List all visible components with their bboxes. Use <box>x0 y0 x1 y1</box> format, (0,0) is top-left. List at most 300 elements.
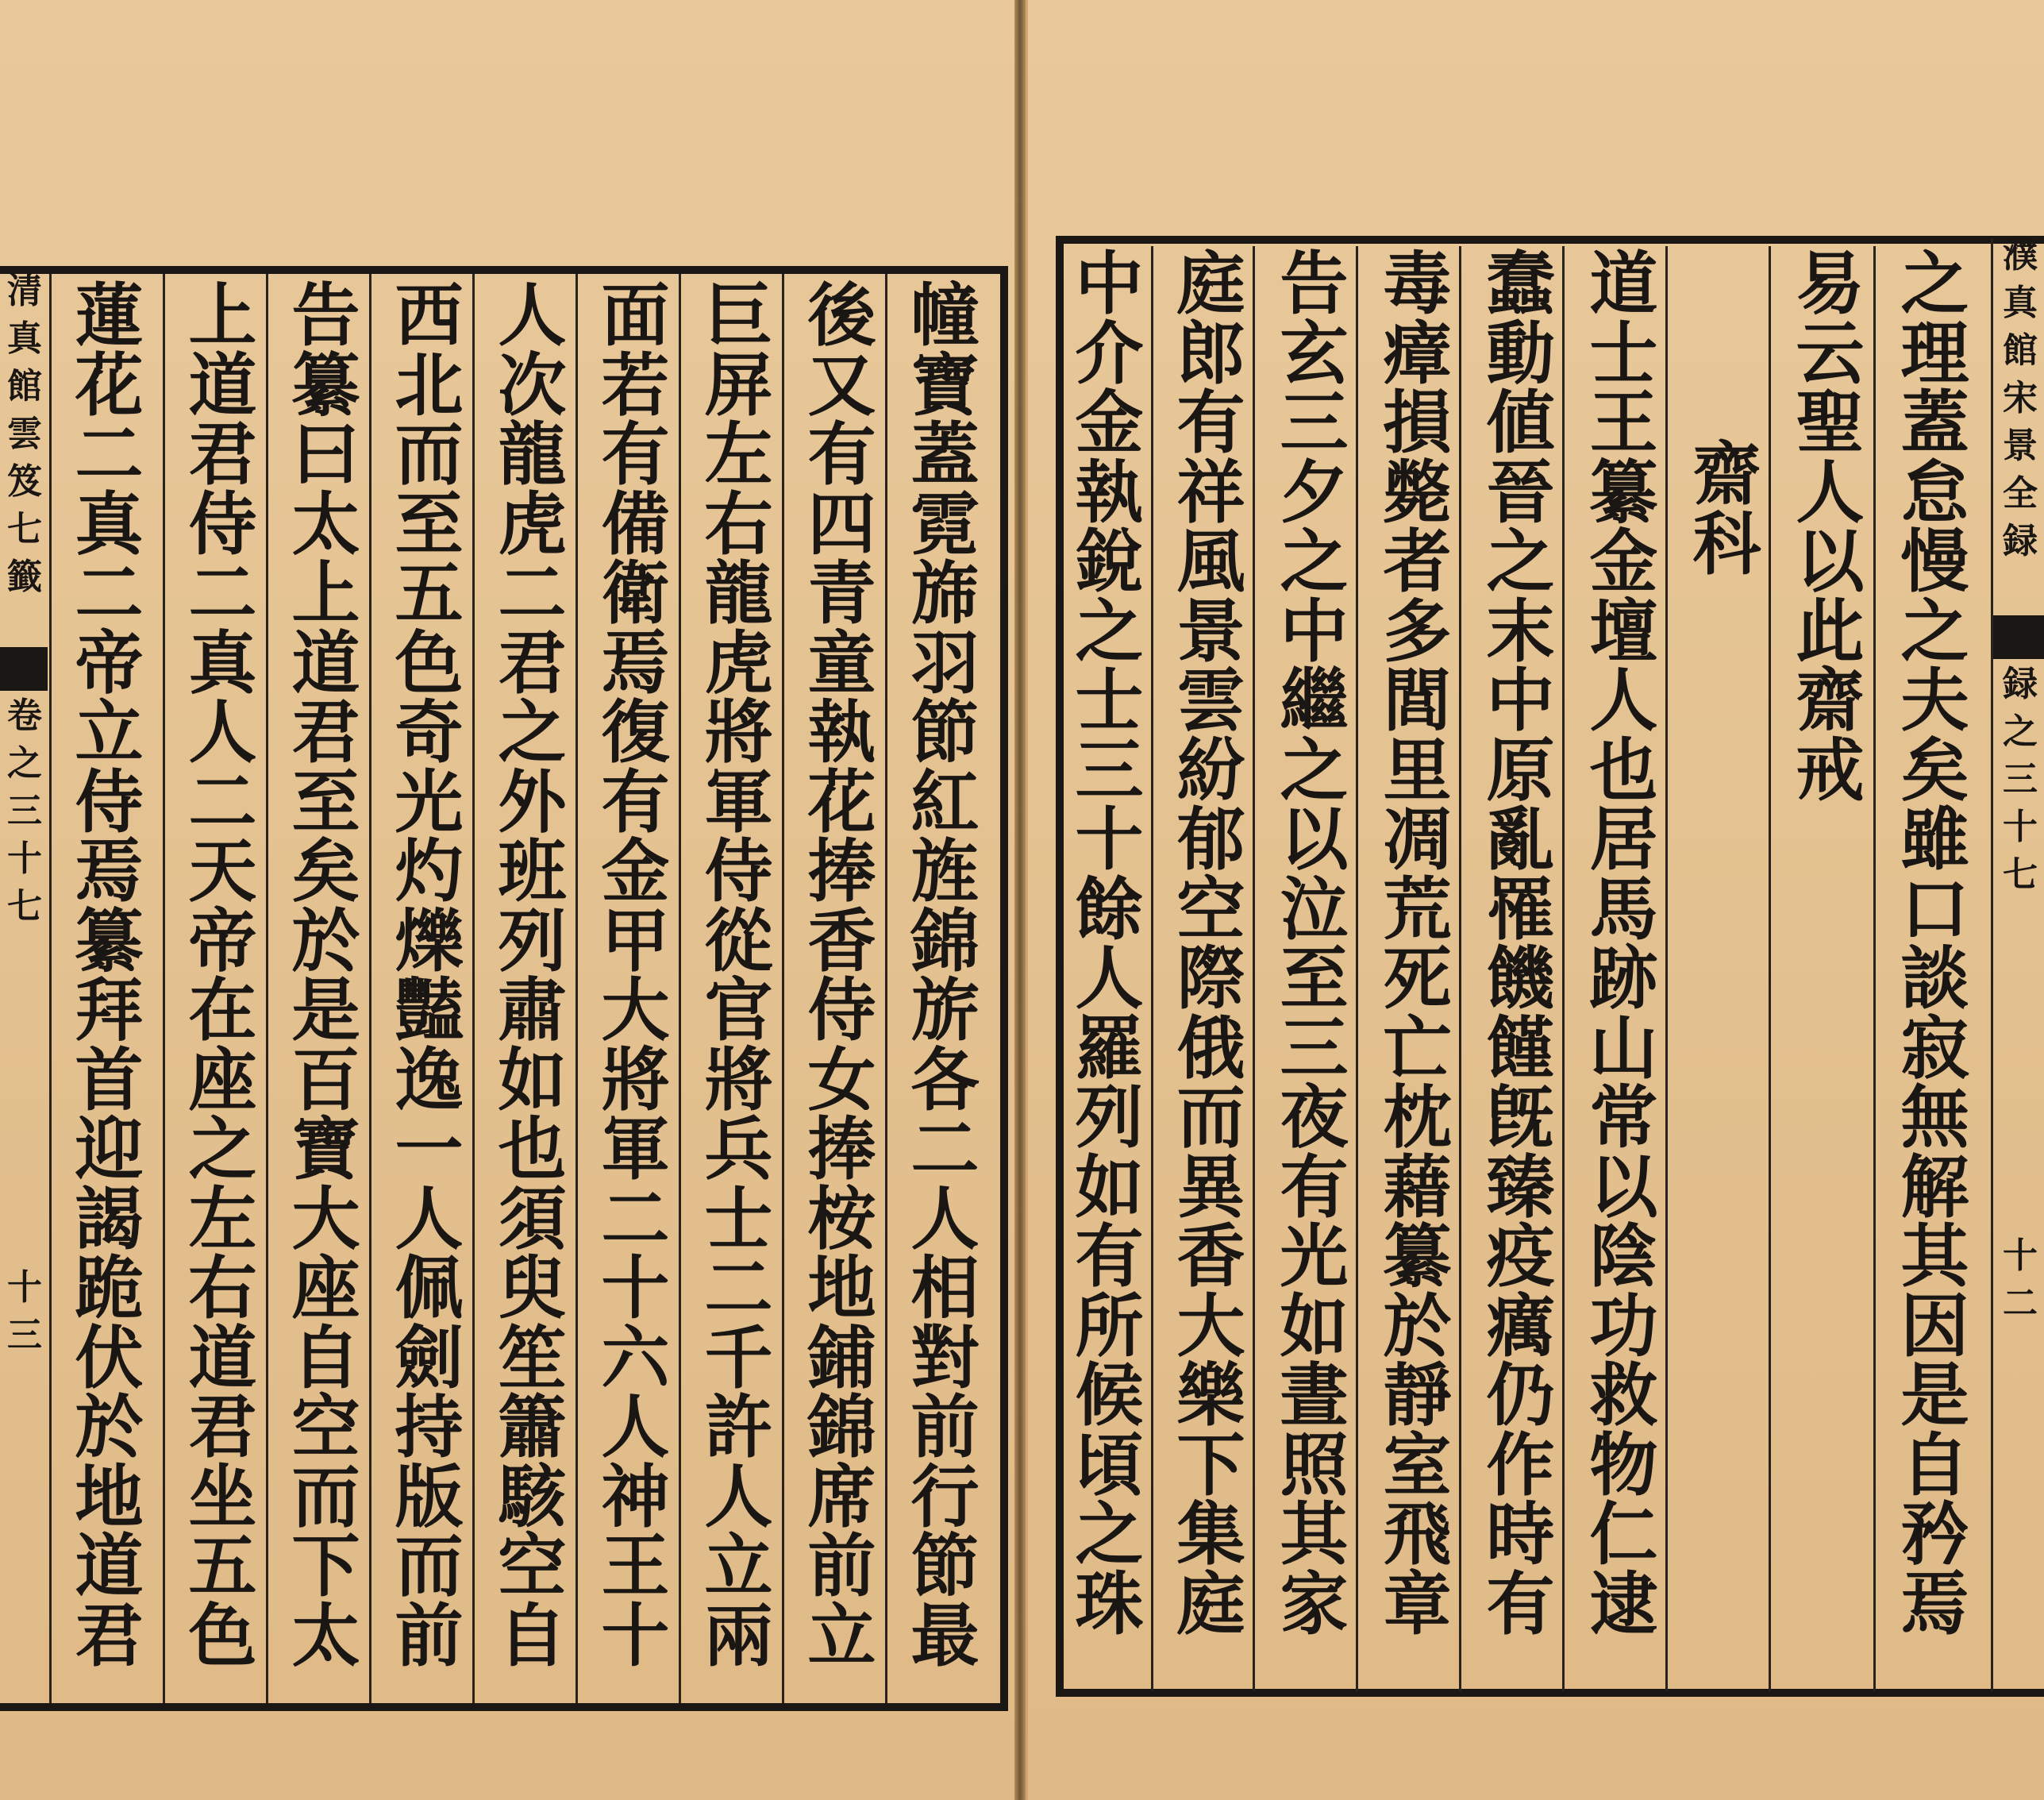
text-glyph: 全 <box>2003 473 2038 514</box>
text-glyph: 女 <box>807 1039 876 1120</box>
text-glyph: 簫 <box>498 1387 567 1467</box>
text-glyph: 立 <box>704 1526 773 1606</box>
text-glyph: 矣 <box>291 831 360 912</box>
text-glyph: 肅 <box>498 970 567 1050</box>
text-glyph: 豔 <box>395 970 464 1050</box>
text-glyph: 列 <box>1075 1077 1144 1158</box>
text-glyph: 光 <box>1280 1216 1349 1297</box>
text-glyph: 二 <box>704 1248 773 1328</box>
text-glyph: 上 <box>291 553 360 634</box>
text-glyph: 佩 <box>395 1248 464 1328</box>
text-glyph: 紅 <box>910 761 980 842</box>
text-glyph: 衛 <box>601 553 670 634</box>
text-glyph: 花 <box>75 345 144 426</box>
text-glyph: 三 <box>1280 383 1349 463</box>
text-glyph: 蓮 <box>75 276 144 356</box>
text-glyph: 陰 <box>1589 1216 1658 1297</box>
text-glyph: 金 <box>1075 383 1144 463</box>
left-margin-chapter <box>2 696 48 937</box>
text-glyph: 龍 <box>704 553 773 634</box>
text-glyph: 五 <box>395 553 464 634</box>
text-glyph: 寶 <box>910 345 980 426</box>
text-glyph: 纂 <box>75 900 144 981</box>
text-glyph: 次 <box>498 345 567 426</box>
text-glyph: 二 <box>910 1109 980 1189</box>
text-glyph: 而 <box>395 414 464 495</box>
text-column <box>173 276 272 1676</box>
text-glyph: 左 <box>704 414 773 495</box>
text-glyph: 中 <box>1280 591 1349 672</box>
text-column <box>1368 244 1467 1644</box>
text-glyph: 科 <box>1692 503 1761 584</box>
text-glyph: 捧 <box>807 1109 876 1189</box>
section-heading <box>1677 434 1776 584</box>
text-glyph: 而 <box>291 1456 360 1537</box>
left-column-rule <box>163 274 165 1703</box>
text-glyph: 齋 <box>1692 434 1761 515</box>
text-glyph: 時 <box>1486 1494 1555 1575</box>
text-glyph: 之 <box>1900 244 1969 324</box>
text-glyph: 侍 <box>75 761 144 842</box>
text-glyph: 錦 <box>807 1387 876 1467</box>
text-glyph: 景 <box>2003 426 2038 466</box>
text-glyph: 立 <box>75 692 144 773</box>
right-margin-chapter <box>1996 664 2044 905</box>
text-glyph: 人 <box>1796 452 1865 533</box>
left-fishtail-mark <box>0 647 48 691</box>
text-glyph: 旆 <box>910 553 980 634</box>
text-glyph: 十 <box>1075 800 1144 880</box>
text-glyph: 五 <box>188 1526 257 1606</box>
text-glyph: 怠 <box>1900 452 1969 533</box>
text-glyph: 於 <box>1383 1285 1452 1366</box>
text-glyph: 纂 <box>1589 452 1658 533</box>
text-glyph: 壇 <box>1589 591 1658 672</box>
text-glyph: 有 <box>601 761 670 842</box>
text-glyph: 矜 <box>1900 1494 1969 1575</box>
text-glyph: 大 <box>601 970 670 1050</box>
text-glyph: 灼 <box>395 831 464 912</box>
text-glyph: 二 <box>2003 1283 2038 1324</box>
text-glyph: 候 <box>1075 1355 1144 1436</box>
text-glyph: 十 <box>2003 1235 2038 1276</box>
text-glyph: 祥 <box>1176 452 1245 533</box>
text-glyph: 行 <box>910 1456 980 1537</box>
text-glyph: 座 <box>188 1039 257 1120</box>
text-glyph: 焉 <box>75 831 144 912</box>
text-glyph: 晉 <box>1486 452 1555 533</box>
text-glyph: 章 <box>1383 1563 1452 1644</box>
text-glyph: 座 <box>291 1248 360 1328</box>
text-glyph: 虎 <box>704 622 773 703</box>
text-glyph: 光 <box>395 761 464 842</box>
text-glyph: 班 <box>498 831 567 912</box>
text-glyph: 右 <box>188 1248 257 1328</box>
text-glyph: 有 <box>807 414 876 495</box>
text-column <box>60 276 159 1676</box>
text-glyph: 中 <box>1486 661 1555 741</box>
text-glyph: 夜 <box>1280 1077 1349 1158</box>
text-glyph: 君 <box>291 692 360 773</box>
text-glyph: 士 <box>1589 313 1658 394</box>
text-glyph: 靜 <box>1383 1355 1452 1436</box>
text-glyph: 録 <box>2003 664 2038 704</box>
text-glyph: 席 <box>807 1456 876 1537</box>
text-glyph: 最 <box>910 1595 980 1676</box>
text-glyph: 口 <box>1900 869 1969 950</box>
text-glyph: 謁 <box>75 1178 144 1259</box>
text-glyph: 人 <box>498 276 567 356</box>
text-glyph: 照 <box>1280 1424 1349 1505</box>
text-glyph: 人 <box>704 1456 773 1537</box>
text-glyph: 雖 <box>1900 800 1969 880</box>
text-glyph: 版 <box>395 1456 464 1537</box>
text-glyph: 矣 <box>1900 730 1969 811</box>
text-glyph: 其 <box>1280 1494 1349 1575</box>
text-glyph: 金 <box>1589 522 1658 602</box>
text-glyph: 笙 <box>498 1317 567 1398</box>
text-column <box>1265 244 1364 1644</box>
text-glyph: 玄 <box>1280 313 1349 394</box>
text-column <box>1064 244 1155 1644</box>
text-glyph: 立 <box>807 1595 876 1676</box>
text-glyph: 官 <box>704 970 773 1050</box>
text-glyph: 道 <box>75 1526 144 1606</box>
text-glyph: 外 <box>498 761 567 842</box>
text-glyph: 繼 <box>1280 661 1349 741</box>
text-glyph: 之 <box>1280 522 1349 602</box>
text-glyph: 對 <box>910 1317 980 1398</box>
text-glyph: 色 <box>395 622 464 703</box>
right-margin-title <box>1996 235 2044 572</box>
text-glyph: 又 <box>807 345 876 426</box>
text-glyph: 人 <box>395 1178 464 1259</box>
text-glyph: 四 <box>807 484 876 565</box>
text-column <box>689 276 788 1676</box>
text-glyph: 鋪 <box>807 1317 876 1398</box>
text-column <box>276 276 375 1676</box>
text-glyph: 二 <box>498 553 567 634</box>
text-glyph: 三 <box>2003 759 2038 800</box>
text-glyph: 仍 <box>1486 1355 1555 1436</box>
text-glyph: 相 <box>910 1248 980 1328</box>
text-glyph: 纂 <box>1383 1216 1452 1297</box>
text-glyph: 蠢 <box>1486 244 1555 324</box>
text-glyph: 羽 <box>910 622 980 703</box>
text-glyph: 以 <box>1280 800 1349 880</box>
text-glyph: 君 <box>188 1387 257 1467</box>
text-glyph: 執 <box>1075 452 1144 533</box>
text-glyph: 之 <box>7 743 42 784</box>
text-glyph: 末 <box>1486 591 1555 672</box>
text-glyph: 紛 <box>1176 730 1245 811</box>
left-folio <box>2 1267 48 1366</box>
text-glyph: 異 <box>1176 1147 1245 1228</box>
text-glyph: 飛 <box>1383 1494 1452 1575</box>
text-glyph: 真 <box>188 622 257 703</box>
text-glyph: 人 <box>1075 939 1144 1019</box>
text-glyph: 若 <box>601 345 670 426</box>
text-glyph: 逮 <box>1589 1563 1658 1644</box>
text-glyph: 君 <box>188 414 257 495</box>
text-glyph: 聖 <box>1796 383 1865 463</box>
text-glyph: 也 <box>1589 730 1658 811</box>
text-column <box>792 276 891 1676</box>
text-glyph: 癘 <box>1486 1285 1555 1366</box>
text-glyph: 之 <box>1486 522 1555 602</box>
text-glyph: 作 <box>1486 1424 1555 1505</box>
text-glyph: 晝 <box>1280 1355 1349 1436</box>
text-glyph: 香 <box>807 900 876 981</box>
text-glyph: 庭 <box>1176 244 1245 324</box>
text-glyph: 卷 <box>7 696 42 736</box>
text-glyph: 其 <box>1900 1216 1969 1297</box>
text-glyph: 有 <box>1176 383 1245 463</box>
text-glyph: 在 <box>188 970 257 1050</box>
text-glyph: 持 <box>395 1387 464 1467</box>
text-glyph: 王 <box>1589 383 1658 463</box>
text-glyph: 右 <box>704 484 773 565</box>
text-glyph: 功 <box>1589 1285 1658 1366</box>
text-glyph: 之 <box>1280 730 1349 811</box>
text-glyph: 拜 <box>75 970 144 1050</box>
left-margin-title <box>2 271 48 607</box>
text-glyph: 亡 <box>1383 1008 1452 1089</box>
text-glyph: 因 <box>1900 1285 1969 1366</box>
text-glyph: 君 <box>498 622 567 703</box>
text-glyph: 仁 <box>1589 1494 1658 1575</box>
text-glyph: 告 <box>291 276 360 356</box>
text-glyph: 至 <box>291 761 360 842</box>
text-glyph: 花 <box>807 761 876 842</box>
text-glyph: 疫 <box>1486 1216 1555 1297</box>
text-glyph: 多 <box>1383 591 1452 672</box>
text-glyph: 原 <box>1486 730 1555 811</box>
text-glyph: 毒 <box>1383 244 1452 324</box>
text-glyph: 爍 <box>395 900 464 981</box>
text-glyph: 君 <box>75 1595 144 1676</box>
text-glyph: 上 <box>188 276 257 356</box>
text-glyph: 於 <box>291 900 360 981</box>
text-glyph: 士 <box>704 1178 773 1259</box>
text-glyph: 凋 <box>1383 800 1452 880</box>
text-glyph: 之 <box>498 692 567 773</box>
text-glyph: 西 <box>395 276 464 356</box>
text-glyph: 珠 <box>1075 1563 1144 1644</box>
text-glyph: 清 <box>7 271 42 311</box>
text-glyph: 郁 <box>1176 800 1245 880</box>
text-glyph: 臻 <box>1486 1147 1555 1228</box>
text-glyph: 復 <box>601 692 670 773</box>
text-glyph: 二 <box>75 553 144 634</box>
text-glyph: 太 <box>291 484 360 565</box>
right-margin-rule <box>1991 238 1993 1691</box>
text-glyph: 常 <box>1589 1077 1658 1158</box>
text-glyph: 香 <box>1176 1216 1245 1297</box>
text-glyph: 節 <box>910 692 980 773</box>
text-glyph: 是 <box>1900 1355 1969 1436</box>
text-glyph: 太 <box>291 1595 360 1676</box>
text-glyph: 景 <box>1176 591 1245 672</box>
text-glyph: 以 <box>1796 522 1865 602</box>
text-glyph: 以 <box>1589 1147 1658 1228</box>
text-glyph: 動 <box>1486 313 1555 394</box>
text-glyph: 大 <box>291 1178 360 1259</box>
text-glyph: 斃 <box>1383 452 1452 533</box>
text-glyph: 館 <box>2003 330 2038 371</box>
text-glyph: 二 <box>188 553 257 634</box>
text-glyph: 馬 <box>1589 869 1658 950</box>
text-glyph: 頃 <box>1075 1424 1144 1505</box>
text-glyph: 士 <box>1075 661 1144 741</box>
text-glyph: 道 <box>188 1317 257 1398</box>
text-glyph: 纂 <box>291 345 360 426</box>
text-glyph: 枕 <box>1383 1077 1452 1158</box>
text-glyph: 餘 <box>1075 869 1144 950</box>
text-column <box>483 276 582 1676</box>
text-glyph: 大 <box>1176 1285 1245 1366</box>
text-glyph: 際 <box>1176 939 1245 1019</box>
text-glyph: 齋 <box>1796 661 1865 741</box>
text-glyph: 有 <box>601 414 670 495</box>
text-glyph: 虎 <box>498 484 567 565</box>
text-glyph: 奇 <box>395 692 464 773</box>
text-glyph: 屏 <box>704 345 773 426</box>
text-column <box>586 276 685 1676</box>
text-glyph: 有 <box>1486 1563 1555 1644</box>
text-glyph: 雲 <box>7 414 42 454</box>
text-glyph: 蓋 <box>910 414 980 495</box>
text-glyph: 後 <box>807 276 876 356</box>
text-glyph: 庭 <box>1176 1563 1245 1644</box>
text-glyph: 侍 <box>704 831 773 912</box>
text-glyph: 易 <box>1796 244 1865 324</box>
text-glyph: 童 <box>807 622 876 703</box>
text-glyph: 自 <box>1900 1424 1969 1505</box>
text-glyph: 將 <box>704 1039 773 1120</box>
text-glyph: 解 <box>1900 1147 1969 1228</box>
text-glyph: 戒 <box>1796 730 1865 811</box>
text-glyph: 物 <box>1589 1424 1658 1505</box>
text-glyph: 慢 <box>1900 522 1969 602</box>
text-glyph: 焉 <box>1900 1563 1969 1644</box>
text-glyph: 無 <box>1900 1077 1969 1158</box>
text-glyph: 夫 <box>1900 661 1969 741</box>
text-glyph: 迎 <box>75 1109 144 1189</box>
text-glyph: 而 <box>1176 1077 1245 1158</box>
text-glyph: 籤 <box>7 557 42 597</box>
text-glyph: 道 <box>291 622 360 703</box>
text-glyph: 地 <box>75 1456 144 1537</box>
text-glyph: 侍 <box>807 970 876 1050</box>
text-glyph: 値 <box>1486 383 1555 463</box>
text-glyph: 三 <box>7 791 42 831</box>
text-glyph: 有 <box>1075 1216 1144 1297</box>
text-glyph: 藉 <box>1383 1147 1452 1228</box>
text-glyph: 至 <box>1280 939 1349 1019</box>
text-glyph: 之 <box>188 1109 257 1189</box>
text-glyph: 人 <box>1589 661 1658 741</box>
text-glyph: 六 <box>601 1317 670 1398</box>
text-glyph: 寂 <box>1900 1008 1969 1089</box>
text-glyph: 空 <box>1176 869 1245 950</box>
text-glyph: 樂 <box>1176 1355 1245 1436</box>
text-glyph: 自 <box>498 1595 567 1676</box>
text-glyph: 七 <box>2003 854 2038 895</box>
text-glyph: 集 <box>1176 1494 1245 1575</box>
text-glyph: 而 <box>395 1526 464 1606</box>
text-glyph: 道 <box>188 345 257 426</box>
text-glyph: 荒 <box>1383 869 1452 950</box>
text-glyph: 色 <box>188 1595 257 1676</box>
text-column <box>1574 244 1673 1644</box>
text-glyph: 北 <box>395 345 464 426</box>
text-glyph: 前 <box>807 1526 876 1606</box>
text-glyph: 談 <box>1900 939 1969 1019</box>
left-margin-rule <box>49 274 52 1703</box>
text-glyph: 王 <box>601 1526 670 1606</box>
text-glyph: 劍 <box>395 1317 464 1398</box>
text-glyph: 自 <box>291 1317 360 1398</box>
text-glyph: 金 <box>601 831 670 912</box>
text-glyph: 三 <box>1280 1008 1349 1089</box>
text-glyph: 笈 <box>7 461 42 502</box>
text-glyph: 人 <box>601 1387 670 1467</box>
text-glyph: 一 <box>395 1109 464 1189</box>
text-glyph: 瘴 <box>1383 313 1452 394</box>
text-glyph: 雲 <box>1176 661 1245 741</box>
text-glyph: 之 <box>1075 591 1144 672</box>
text-glyph: 二 <box>75 414 144 495</box>
text-glyph: 宋 <box>2003 378 2038 418</box>
text-glyph: 罹 <box>1486 869 1555 950</box>
text-glyph: 羅 <box>1075 1008 1144 1089</box>
text-glyph: 中 <box>1075 244 1144 324</box>
text-glyph: 蓋 <box>1900 383 1969 463</box>
text-glyph: 十 <box>7 1267 42 1308</box>
text-glyph: 如 <box>1075 1147 1144 1228</box>
text-glyph: 十 <box>2003 807 2038 847</box>
text-glyph: 饑 <box>1486 939 1555 1019</box>
text-glyph: 損 <box>1383 383 1452 463</box>
text-glyph: 如 <box>498 1039 567 1120</box>
text-column <box>1471 244 1570 1644</box>
text-glyph: 郎 <box>1176 313 1245 394</box>
text-glyph: 將 <box>704 692 773 773</box>
text-glyph: 龍 <box>498 414 567 495</box>
text-glyph: 館 <box>7 366 42 407</box>
text-glyph: 錦 <box>910 900 980 981</box>
text-column <box>379 276 479 1676</box>
text-glyph: 如 <box>1280 1285 1349 1366</box>
text-glyph: 亂 <box>1486 800 1555 880</box>
text-glyph: 軍 <box>601 1109 670 1189</box>
text-glyph: 甲 <box>601 900 670 981</box>
text-glyph: 里 <box>1383 730 1452 811</box>
text-glyph: 十 <box>601 1595 670 1676</box>
text-column <box>1885 244 1984 1644</box>
text-glyph: 云 <box>1796 313 1865 394</box>
text-glyph: 此 <box>1796 591 1865 672</box>
text-glyph: 神 <box>601 1456 670 1537</box>
text-glyph: 二 <box>188 761 257 842</box>
text-glyph: 備 <box>601 484 670 565</box>
book-gutter <box>1014 0 1026 1800</box>
text-glyph: 曰 <box>291 414 360 495</box>
text-glyph: 人 <box>910 1178 980 1259</box>
text-glyph: 坐 <box>188 1456 257 1537</box>
text-glyph: 三 <box>7 1315 42 1355</box>
